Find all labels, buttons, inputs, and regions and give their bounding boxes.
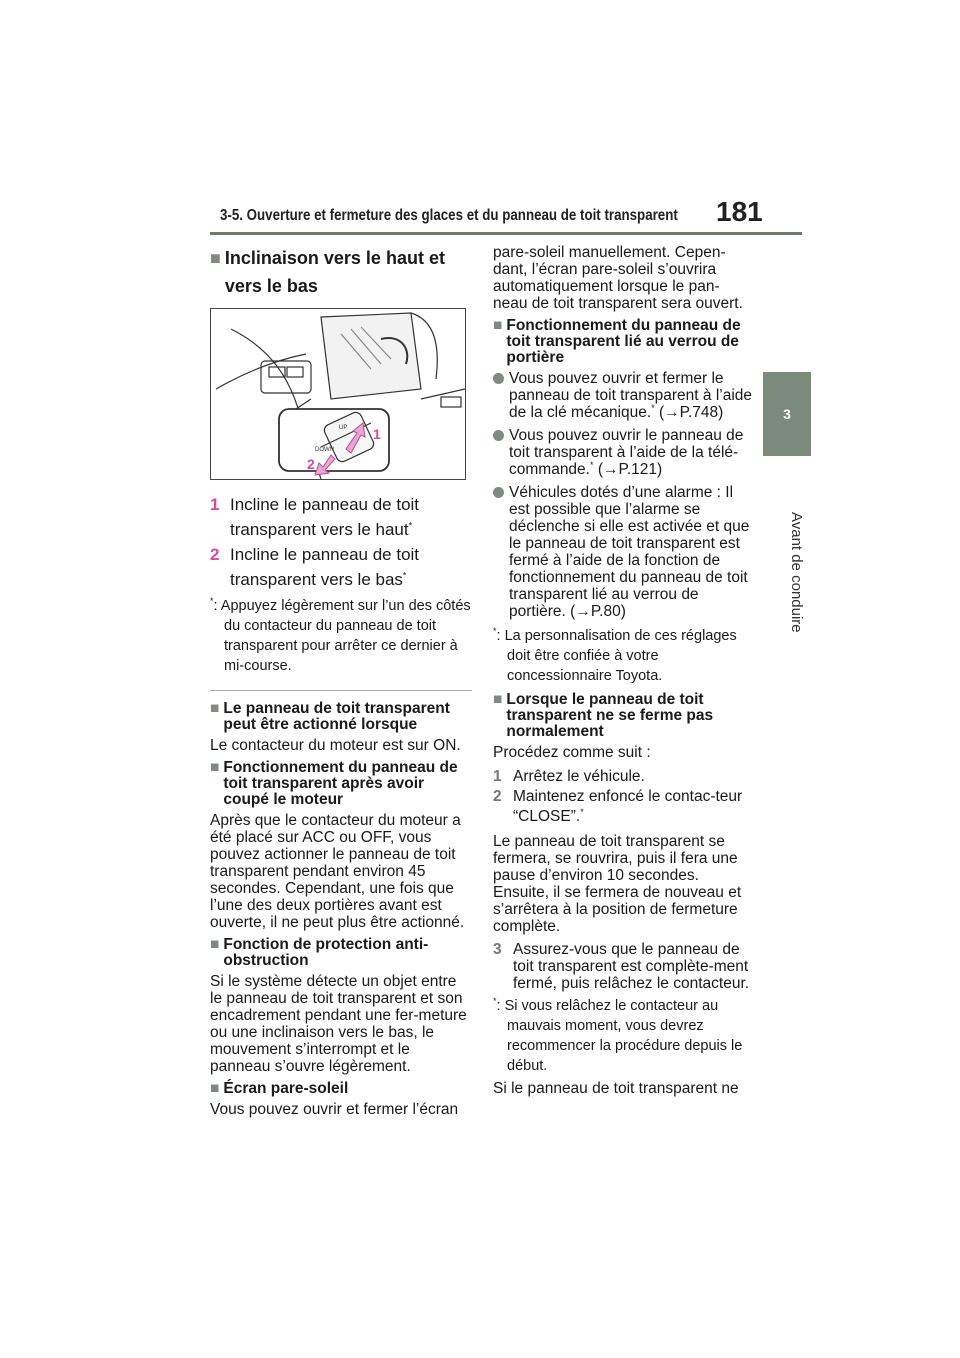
section-heading: ■ Écran pare-soleil: [210, 1080, 349, 1097]
section-body: Le panneau de toit transparent se fermera, se rouvrira, puis il fera une pause d’environ 10 secondes. Ensuite, il se fermera de nouveau et s’arrêtera à la position de fermeture complète.: [493, 833, 742, 935]
section-body: Après que le contacteur du moteur a été placé sur ACC ou OFF, vous pouvez actionner le panneau de toit transparent pendant environ 45 secondes. Cependant, une fois que l’une des deux portières avant est ouverte, il ne peut plus être actionné.: [210, 812, 465, 931]
callout-1: 1: [373, 426, 381, 442]
section-heading: ■ Fonction de protection anti-obstruction: [210, 936, 429, 969]
square-bullet-icon: ■: [210, 248, 221, 268]
section-heading: ■ Fonctionnement du panneau de toit transparent après avoir coupé le moteur: [210, 759, 458, 808]
procedure-step-1: 1 Arrêtez le véhicule.: [493, 768, 645, 785]
chapter-tab: 3: [763, 372, 811, 456]
section-divider: [210, 690, 472, 691]
bullet-item: Véhicules dotés d’une alarme : Il est possible que l’alarme se déclenche si elle est activée et que le panneau de toit transparent est fermé à l’aide de la fonction de fonctionnement du panneau de toit transparent lié au verrou de portière. (→P.80): [493, 484, 753, 620]
figure-label-up: UP: [339, 425, 348, 431]
section-heading: ■ Lorsque le panneau de toit transparent ne se ferme pas normalement: [493, 691, 714, 740]
square-bullet-icon: ■: [493, 691, 503, 708]
square-bullet-icon: ■: [210, 700, 220, 717]
right-column: [493, 244, 753, 1103]
left-column: [210, 244, 472, 1124]
figure-label-down: DOWN: [315, 447, 334, 453]
bullet-item: Vous pouvez ouvrir le panneau de toit transparent à l’aide de la télé-commande.* (→P.121): [493, 427, 753, 478]
page-reference[interactable]: (→P.121): [597, 461, 663, 478]
section-body: Si le système détecte un objet entre le panneau de toit transparent et son encadrement pendant une fer-meture ou une inclinaison vers le bas, le mouvement s’interrompt et le panneau s’ouvre légèrement.: [210, 973, 467, 1075]
sunroof-switch-illustration: [211, 309, 465, 479]
section-heading: ■ Le panneau de toit transparent peut être actionné lorsque: [210, 700, 450, 733]
callout-2: 2: [307, 456, 315, 472]
section-body: Vous pouvez ouvrir et fermer l’écran: [210, 1101, 459, 1118]
step-number: 2: [210, 545, 220, 564]
square-bullet-icon: ■: [210, 759, 220, 776]
step-number: 1: [210, 495, 220, 514]
square-bullet-icon: ■: [210, 936, 220, 953]
section-heading: ■ Fonctionnement du panneau de toit transparent lié au verrou de portière: [493, 317, 741, 366]
step-number: 3: [493, 941, 502, 958]
sunroof-switch-figure: [210, 308, 466, 480]
step-number: 2: [493, 788, 502, 805]
chapter-label: Avant de conduire: [788, 512, 805, 633]
section-body: Procédez comme suit :: [493, 744, 651, 761]
section-body: pare-soleil manuellement. Cepen-dant, l’écran pare-soleil s’ouvrira automatiquement lorsque le pan-neau de toit transparent sera ouvert.: [493, 244, 743, 312]
header-section-title: 3-5. Ouverture et fermeture des glaces et du panneau de toit transparent: [220, 207, 678, 224]
step-number: 1: [493, 768, 502, 785]
procedure-step-2: 2 Maintenez enfoncé le contac-teur “CLOSE”.*: [493, 788, 743, 825]
bullet-dot-icon: [493, 373, 504, 384]
section-body: Si le panneau de toit transparent ne: [493, 1080, 739, 1097]
step-2: 2 Incline le panneau de toit transparent vers le bas*: [210, 542, 472, 592]
square-bullet-icon: ■: [493, 317, 503, 334]
bullet-dot-icon: [493, 430, 504, 441]
header-rule: [210, 232, 802, 235]
page-reference[interactable]: (→P.748): [659, 404, 724, 421]
step-1: 1 Incline le panneau de toit transparent vers le haut*: [210, 492, 472, 542]
footnote: *: Appuyez légèrement sur l’un des côtés du contacteur du panneau de toit transparent pour arrêter ce dernier à mi-course.: [210, 596, 471, 674]
footnote: *: Si vous relâchez le contacteur au mauvais moment, vous devrez recommencer la procédure depuis le début.: [493, 996, 743, 1074]
tilt-heading: ■ Inclinaison vers le haut et vers le bas: [210, 244, 472, 300]
page-number: 181: [716, 196, 763, 227]
bullet-dot-icon: [493, 487, 504, 498]
procedure-step-3: 3 Assurez-vous que le panneau de toit transparent est complète-ment fermé, puis relâchez le contacteur.: [493, 941, 750, 992]
section-body: Le contacteur du moteur est sur ON.: [210, 737, 461, 754]
bullet-item: Vous pouvez ouvrir et fermer le panneau de toit transparent à l’aide de la clé mécanique.* (→P.748): [493, 370, 753, 421]
square-bullet-icon: ■: [210, 1080, 220, 1097]
footnote: *: La personnalisation de ces réglages doit être confiée à votre concessionnaire Toyota.: [493, 626, 737, 684]
